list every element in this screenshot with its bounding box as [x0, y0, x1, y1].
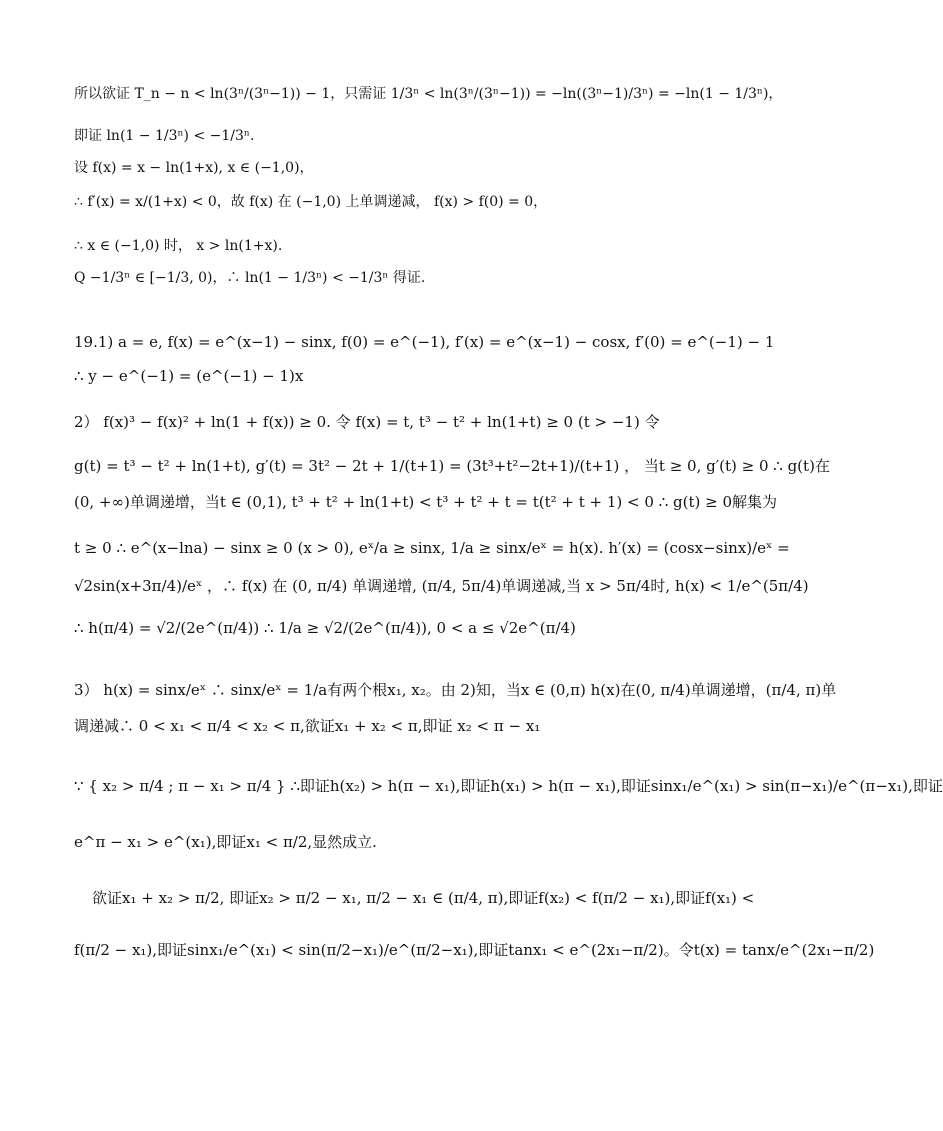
tangent-line-result: ∴ y − e^(−1) = (e^(−1) − 1)x — [74, 367, 304, 385]
part-2-line-3: (0, +∞)单调递增，当t ∈ (0,1), t³ + t² + ln(1+t) < t³ + t² + t = t(t² + t + 1) < 0 ∴ g(t) ≥ 0解集为 — [74, 493, 777, 511]
problem-19-part-1: 19.1) a = e, f(x) = e^(x−1) − sinx, f(0) = e^(−1), f′(x) = e^(x−1) − cosx, f′(0) = e^(−1) − 1 — [74, 333, 775, 351]
part-2-line-5: √2sin(x+3π/4)/eˣ ，∴ f(x) 在 (0, π/4) 单调递增, (π/4, 5π/4)单调递减,当 x > 5π/4时, h(x) < 1/e^(5π/4) — [74, 577, 809, 595]
part-2-line-2: g(t) = t³ − t² + ln(1+t), g′(t) = 3t² − 2t + 1/(t+1) = (3t³+t²−2t+1)/(t+1) ， 当t ≥ 0, g′(t) ≥ 0 ∴ g(t)在 — [74, 457, 830, 475]
part-2-line-4: t ≥ 0 ∴ e^(x−lna) − sinx ≥ 0 (x > 0), eˣ/a ≥ sinx, 1/a ≥ sinx/eˣ = h(x). h′(x) = (cosx−sinx)/eˣ = — [74, 539, 790, 557]
part-2-line-6: ∴ h(π/4) = √2/(2e^(π/4)) ∴ 1/a ≥ √2/(2e^(π/4)), 0 < a ≤ √2e^(π/4) — [74, 619, 576, 637]
proof-line-2: 即证 ln(1 − 1/3ⁿ) < −1/3ⁿ. — [74, 128, 255, 144]
part-3-line-1: 3） h(x) = sinx/eˣ ∴ sinx/eˣ = 1/a有两个根x₁, x₂。由 2)知，当x ∈ (0,π) h(x)在(0, π/4)单调递增，(π/4, π)单 — [74, 681, 837, 699]
part-3-line-3: ∵ { x₂ > π/4 ; π − x₁ > π/4 } ∴即证h(x₂) > h(π − x₁),即证h(x₁) > h(π − x₁),即证sinx₁/e^(x₁) > sin(π−x₁)/e^(π−x₁),即证 — [74, 777, 943, 795]
proof-line-4: ∴ f′(x) = x/(1+x) < 0，故 f(x) 在 (−1,0) 上单调递减， f(x) > f(0) = 0， — [74, 194, 548, 210]
part-3-line-5: 欲证x₁ + x₂ > π/2, 即证x₂ > π/2 − x₁, π/2 − x₁ ∈ (π/4, π),即证f(x₂) < f(π/2 − x₁),即证f(x₁) < — [92, 889, 755, 907]
part-3-line-2: 调递减∴ 0 < x₁ < π/4 < x₂ < π,欲证x₁ + x₂ < π,即证 x₂ < π − x₁ — [74, 717, 541, 735]
part-2-line-1: 2） f(x)³ − f(x)² + ln(1 + f(x)) ≥ 0. 令 f(x) = t, t³ − t² + ln(1+t) ≥ 0 (t > −1) 令 — [74, 413, 660, 431]
proof-line-1: 所以欲证 T_n − n < ln(3ⁿ/(3ⁿ−1)) − 1，只需证 1/3ⁿ < ln(3ⁿ/(3ⁿ−1)) = −ln((3ⁿ−1)/3ⁿ) = −ln(1 − 1/3ⁿ)， — [74, 86, 783, 102]
part-3-line-4: e^π − x₁ > e^(x₁),即证x₁ < π/2,显然成立. — [74, 833, 377, 851]
part-3-line-6: f(π/2 − x₁),即证sinx₁/e^(x₁) < sin(π/2−x₁)/e^(π/2−x₁),即证tanx₁ < e^(2x₁−π/2)。令t(x) = tanx/e^(2x₁−π/2) — [74, 941, 875, 959]
proof-line-5: ∴ x ∈ (−1,0) 时， x > ln(1+x). — [74, 238, 283, 254]
proof-line-3: 设 f(x) = x − ln(1+x), x ∈ (−1,0)， — [74, 160, 314, 176]
proof-line-6: Q −1/3ⁿ ∈ [−1/3, 0)，∴ ln(1 − 1/3ⁿ) < −1/3ⁿ 得证. — [74, 270, 426, 286]
